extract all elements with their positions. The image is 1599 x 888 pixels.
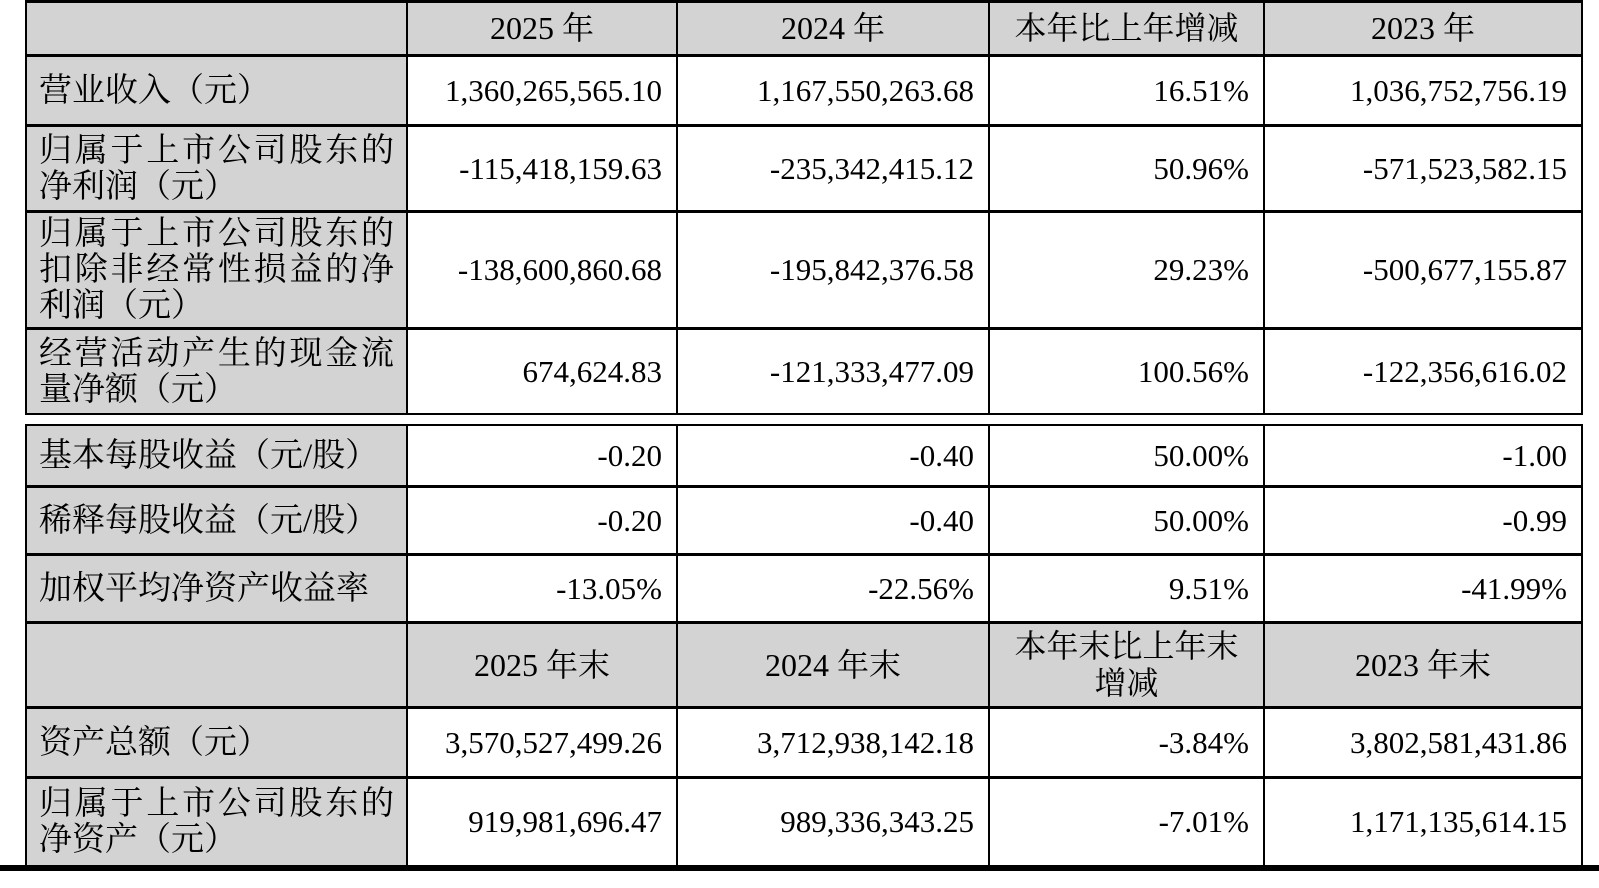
deducted-net-profit-yoy-change: 29.23% — [990, 213, 1265, 330]
weighted-avg-roe-2024: -22.56% — [678, 556, 990, 624]
basic-eps-2024: -0.40 — [678, 426, 990, 488]
total-assets-2023: 3,802,581,431.86 — [1265, 709, 1581, 779]
operating-cash-flow-yoy-change: 100.56% — [990, 330, 1265, 413]
net-profit-2024: -235,342,415.12 — [678, 127, 990, 213]
net-profit-label: 归属于上市公司股东的净利润（元） — [27, 127, 408, 213]
operating-cash-flow-2023: -122,356,616.02 — [1265, 330, 1581, 413]
point-in-time-figures-table — [25, 424, 1583, 865]
deducted-net-profit-2023: -500,677,155.87 — [1265, 213, 1581, 330]
operating-cash-flow-label: 经营活动产生的现金流量净额（元） — [27, 330, 408, 413]
revenue-2025: 1,360,265,565.10 — [408, 57, 678, 127]
diluted-eps-2024: -0.40 — [678, 488, 990, 556]
total-assets-label: 资产总额（元） — [27, 709, 408, 779]
basic-eps-label: 基本每股收益（元/股） — [27, 426, 408, 488]
period-figures-table — [25, 0, 1583, 415]
bottom-divider-rule — [0, 865, 1599, 871]
weighted-avg-roe-label: 加权平均净资产收益率 — [27, 556, 408, 624]
point-header-2024-end: 2024 年末 — [678, 624, 990, 709]
total-assets-yoy-change: -3.84% — [990, 709, 1265, 779]
basic-eps-2023: -1.00 — [1265, 426, 1581, 488]
operating-cash-flow-2025: 674,624.83 — [408, 330, 678, 413]
deducted-net-profit-label: 归属于上市公司股东的扣除非经常性损益的净利润（元） — [27, 213, 408, 330]
revenue-label: 营业收入（元） — [27, 57, 408, 127]
period-header-blank-cell — [27, 3, 408, 57]
period-header-2024: 2024 年 — [678, 3, 990, 57]
net-profit-yoy-change: 50.96% — [990, 127, 1265, 213]
net-assets-2024: 989,336,343.25 — [678, 779, 990, 865]
net-profit-2025: -115,418,159.63 — [408, 127, 678, 213]
diluted-eps-2025: -0.20 — [408, 488, 678, 556]
point-header-2023-end: 2023 年末 — [1265, 624, 1581, 709]
revenue-2024: 1,167,550,263.68 — [678, 57, 990, 127]
period-header-2025: 2025 年 — [408, 3, 678, 57]
deducted-net-profit-2024: -195,842,376.58 — [678, 213, 990, 330]
point-header-2025-end: 2025 年末 — [408, 624, 678, 709]
period-header-2023: 2023 年 — [1265, 3, 1581, 57]
net-profit-2023: -571,523,582.15 — [1265, 127, 1581, 213]
basic-eps-2025: -0.20 — [408, 426, 678, 488]
weighted-avg-roe-2025: -13.05% — [408, 556, 678, 624]
total-assets-2024: 3,712,938,142.18 — [678, 709, 990, 779]
operating-cash-flow-2024: -121,333,477.09 — [678, 330, 990, 413]
net-assets-2025: 919,981,696.47 — [408, 779, 678, 865]
point-header-yoy-end-change: 本年末比上年末增减 — [990, 624, 1265, 709]
net-assets-yoy-change: -7.01% — [990, 779, 1265, 865]
basic-eps-yoy-change: 50.00% — [990, 426, 1265, 488]
total-assets-2025: 3,570,527,499.26 — [408, 709, 678, 779]
net-assets-label: 归属于上市公司股东的净资产（元） — [27, 779, 408, 865]
weighted-avg-roe-2023: -41.99% — [1265, 556, 1581, 624]
deducted-net-profit-2025: -138,600,860.68 — [408, 213, 678, 330]
diluted-eps-label: 稀释每股收益（元/股） — [27, 488, 408, 556]
revenue-2023: 1,036,752,756.19 — [1265, 57, 1581, 127]
revenue-yoy-change: 16.51% — [990, 57, 1265, 127]
weighted-avg-roe-yoy-change: 9.51% — [990, 556, 1265, 624]
period-header-yoy-change: 本年比上年增减 — [990, 3, 1265, 57]
diluted-eps-2023: -0.99 — [1265, 488, 1581, 556]
point-header-blank-cell — [27, 624, 408, 709]
net-assets-2023: 1,171,135,614.15 — [1265, 779, 1581, 865]
diluted-eps-yoy-change: 50.00% — [990, 488, 1265, 556]
